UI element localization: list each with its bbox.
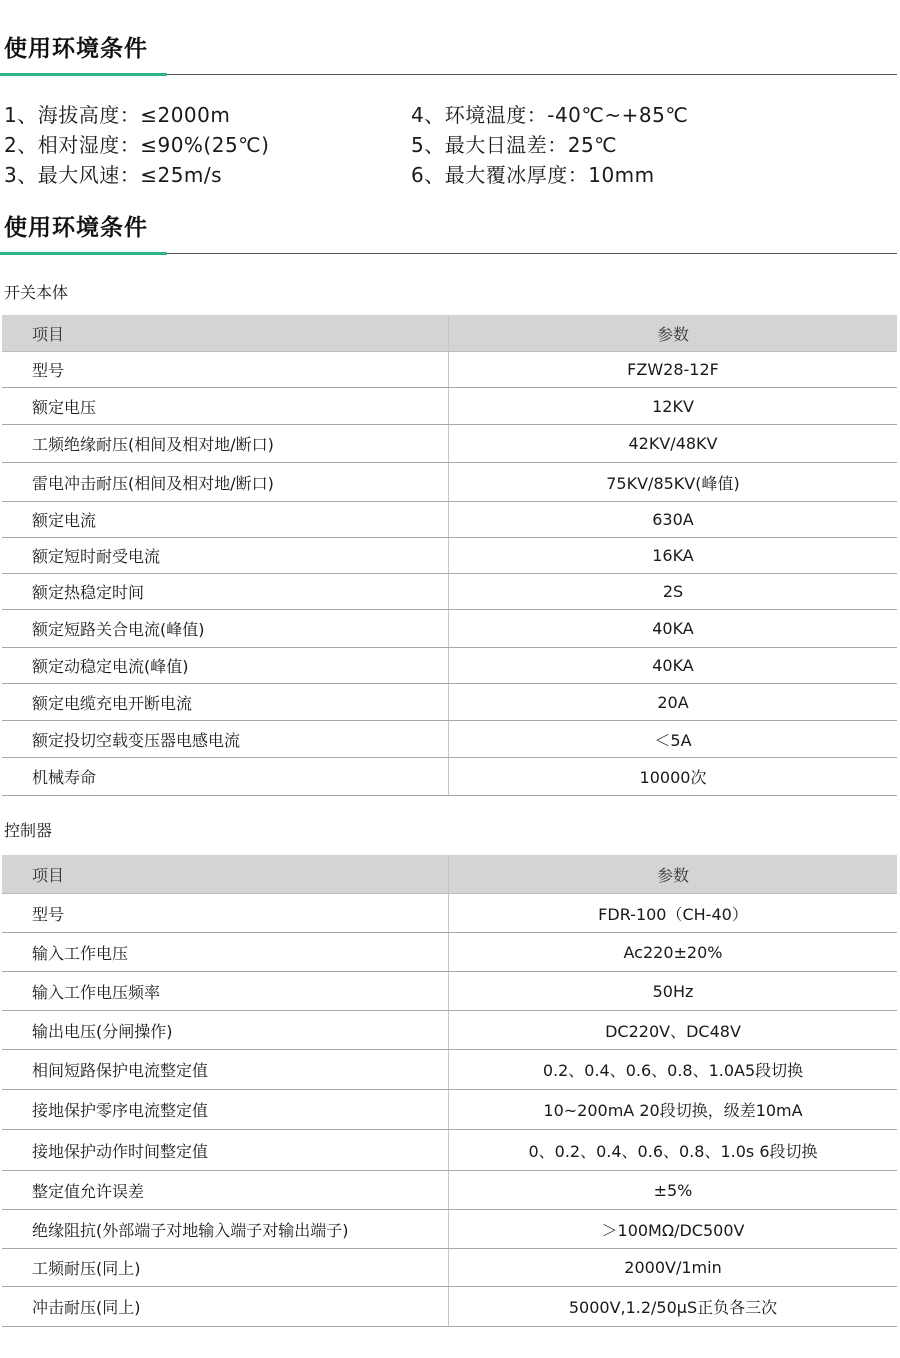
table-row — [2, 425, 897, 463]
row-item: 额定电流 — [2, 502, 449, 537]
row-item: 工频绝缘耐压(相间及相对地/断口) — [2, 425, 449, 462]
row-item: 输入工作电压 — [2, 933, 449, 971]
row-value: 5000V,1.2/50μS正负各三次 — [568, 1298, 778, 1317]
condition-item: 5、最大日温差：25℃ — [411, 133, 618, 157]
header-item: 项目 — [2, 855, 449, 893]
table-row — [2, 1249, 897, 1287]
row-item: 输入工作电压频率 — [2, 972, 449, 1010]
row-item: 输出电压(分闸操作) — [2, 1011, 449, 1049]
row-value: 75KV/85KV(峰值) — [606, 473, 740, 493]
row-value: FDR-100（CH-40） — [598, 904, 748, 924]
table-row — [2, 972, 897, 1011]
row-value: 0.2、0.4、0.6、0.8、1.0A5段切换 — [542, 1061, 804, 1080]
table-row — [2, 1050, 897, 1090]
controller-title: 控制器 — [4, 821, 53, 840]
row-item: 型号 — [2, 894, 449, 932]
row-item: 型号 — [2, 352, 449, 387]
row-value: ＞100MΩ/DC500V — [601, 1220, 745, 1240]
table-header — [2, 855, 897, 894]
row-value: 40KA — [652, 619, 694, 638]
table-row — [2, 1171, 897, 1210]
row-value: 12KV — [652, 396, 694, 416]
header-param: 参数 — [656, 324, 689, 344]
table-row — [2, 721, 897, 758]
section-title: 使用环境条件 — [4, 215, 148, 241]
table-row — [2, 352, 897, 388]
condition-item: 6、最大覆冰厚度：10mm — [411, 163, 655, 187]
row-item: 接地保护动作时间整定值 — [2, 1130, 449, 1170]
row-value: DC220V、DC48V — [605, 1021, 741, 1041]
table-row — [2, 684, 897, 721]
condition-item: 4、环境温度：-40℃~+85℃ — [411, 103, 689, 127]
table-row — [2, 574, 897, 610]
table-row — [2, 1210, 897, 1249]
switch-body-title: 开关本体 — [4, 283, 69, 302]
table-row — [2, 463, 897, 502]
row-value: 0、0.2、0.4、0.6、0.8、1.0s 6段切换 — [528, 1141, 818, 1161]
section-header-params — [0, 179, 897, 254]
table-row — [2, 933, 897, 972]
controller-table — [2, 855, 897, 1327]
table-row — [2, 648, 897, 684]
row-item: 整定值允许误差 — [2, 1171, 449, 1209]
row-value: 10000次 — [639, 768, 707, 787]
table-row — [2, 758, 897, 796]
table-row — [2, 388, 897, 425]
row-value: 16KA — [652, 546, 694, 565]
condition-item: 2、相对湿度：≤90%(25℃) — [4, 133, 270, 157]
row-item: 绝缘阻抗(外部端子对地输入端子对输出端子) — [2, 1210, 449, 1248]
row-value: Ac220±20% — [623, 942, 723, 962]
row-value: 2000V/1min — [624, 1258, 722, 1277]
row-item: 接地保护零序电流整定值 — [2, 1090, 449, 1129]
header-param: 参数 — [656, 865, 689, 885]
row-item: 机械寿命 — [2, 758, 449, 795]
row-value: 630A — [652, 510, 694, 529]
section-header-environment — [0, 0, 897, 75]
section-accent-bar — [0, 73, 167, 76]
row-item: 额定电缆充电开断电流 — [2, 684, 449, 720]
row-item: 额定电压 — [2, 388, 449, 424]
row-item: 冲击耐压(同上) — [2, 1287, 449, 1326]
switch-body-table — [2, 315, 897, 796]
condition-item: 3、最大风速：≤25m/s — [4, 163, 223, 187]
row-value: 40KA — [652, 656, 694, 675]
row-item: 额定投切空载变压器电感电流 — [2, 721, 449, 757]
table-row — [2, 894, 897, 933]
row-item: 额定热稳定时间 — [2, 574, 449, 609]
table-row — [2, 1287, 897, 1327]
row-value: 2S — [662, 582, 684, 601]
table-row — [2, 1130, 897, 1171]
section-title: 使用环境条件 — [4, 36, 148, 62]
table-row — [2, 502, 897, 538]
table-row — [2, 1011, 897, 1050]
row-item: 相间短路保护电流整定值 — [2, 1050, 449, 1089]
section-accent-bar — [0, 252, 167, 255]
header-item: 项目 — [2, 315, 449, 351]
row-item: 雷电冲击耐压(相间及相对地/断口) — [2, 463, 449, 501]
row-item: 额定短路关合电流(峰值) — [2, 610, 449, 647]
row-value: ±5% — [653, 1180, 693, 1200]
table-row — [2, 1090, 897, 1130]
row-item: 工频耐压(同上) — [2, 1249, 449, 1286]
row-item: 额定动稳定电流(峰值) — [2, 648, 449, 683]
row-value: FZW28-12F — [627, 360, 719, 379]
table-row — [2, 610, 897, 648]
condition-item: 1、海拔高度：≤2000m — [4, 103, 231, 127]
row-value: 20A — [657, 692, 689, 712]
table-header — [2, 315, 897, 352]
table-row — [2, 538, 897, 574]
row-item: 额定短时耐受电流 — [2, 538, 449, 573]
row-value: ＜5A — [654, 730, 692, 750]
row-value: 10~200mA 20段切换，级差10mA — [543, 1101, 803, 1120]
row-value: 42KV/48KV — [628, 434, 718, 453]
row-value: 50Hz — [652, 981, 694, 1001]
